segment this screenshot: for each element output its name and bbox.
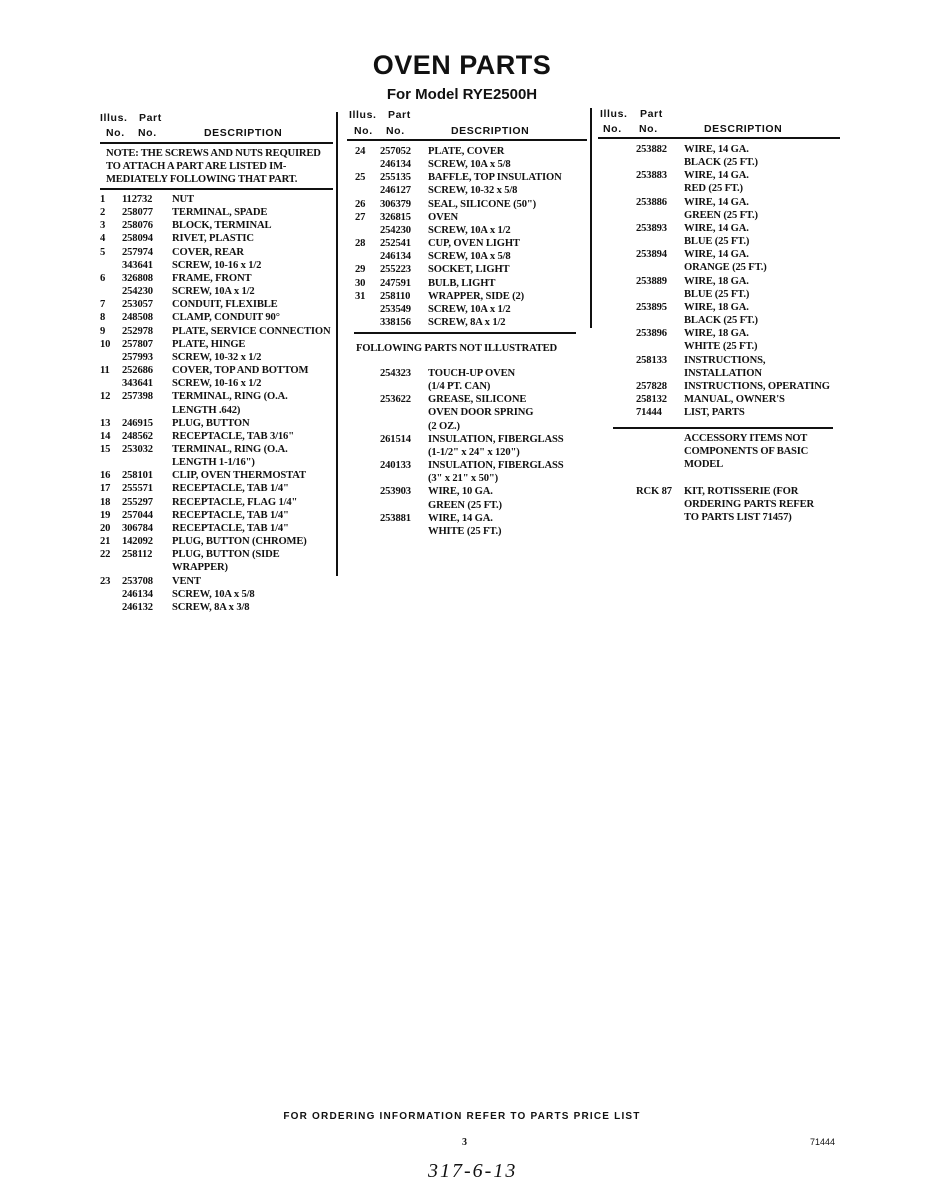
- header-description: DESCRIPTION: [451, 125, 530, 137]
- part-description: WIRE, 14 GA.: [684, 249, 749, 261]
- part-number: 258110: [380, 290, 411, 302]
- part-description: SCREW, 10-16 x 1/2: [172, 259, 262, 271]
- part-description: MANUAL, OWNER'S: [684, 393, 785, 405]
- header-illus: Illus.: [349, 109, 377, 121]
- handwritten-annotation: 317-6-13: [428, 1160, 518, 1182]
- part-number: 258112: [122, 549, 153, 561]
- parts-column-1: [100, 193, 336, 614]
- part-row: [100, 311, 336, 324]
- part-description: TERMINAL, RING (O.A.: [172, 391, 288, 403]
- part-description: GREEN (25 FT.): [684, 209, 758, 221]
- part-number: 257807: [122, 338, 153, 350]
- part-description: SCREW, 10A x 1/2: [428, 303, 511, 315]
- part-number: 253881: [380, 512, 411, 524]
- part-row: [355, 250, 590, 263]
- not-illustrated-parts: [355, 367, 590, 538]
- part-description: SCREW, 10A x 5/8: [428, 159, 511, 171]
- note-line: MEDIATELY FOLLOWING THAT PART.: [106, 174, 298, 185]
- part-row: [612, 485, 847, 524]
- part-number: 246134: [122, 588, 153, 600]
- part-description: LENGTH 1-1/16"): [172, 457, 255, 469]
- accessory-heading-line: ACCESSORY ITEMS NOT: [684, 433, 808, 444]
- part-description: INSTRUCTIONS, OPERATING: [684, 380, 830, 392]
- part-number: 247591: [380, 277, 411, 289]
- part-description: BLACK (25 FT.): [684, 315, 758, 327]
- part-description: PLUG, BUTTON: [172, 417, 250, 429]
- accessory-heading-line: MODEL: [684, 459, 724, 470]
- part-description: TERMINAL, RING (O.A.: [172, 443, 288, 455]
- part-row: [612, 354, 847, 380]
- divider: [100, 188, 333, 190]
- part-number: 240133: [380, 460, 411, 472]
- part-description: COVER, REAR: [172, 246, 244, 258]
- header-description: DESCRIPTION: [204, 127, 283, 139]
- part-description: WIRE, 18 GA.: [684, 275, 749, 287]
- part-number: 255297: [122, 496, 153, 508]
- part-row: [612, 169, 847, 195]
- part-description: WIRE, 10 GA.: [428, 486, 493, 498]
- part-description: PLATE, COVER: [428, 146, 505, 157]
- part-description: BLUE (25 FT.): [684, 288, 750, 300]
- part-description: OVEN: [428, 211, 459, 223]
- divider: [354, 332, 576, 334]
- part-description: WIRE, 14 GA.: [684, 144, 749, 155]
- part-description: PLATE, HINGE: [172, 338, 246, 350]
- part-row: [612, 406, 847, 419]
- part-number: 246134: [380, 159, 411, 171]
- part-number: 253549: [380, 303, 411, 315]
- part-row: [612, 196, 847, 222]
- part-description: (3" x 21" x 50"): [428, 473, 498, 485]
- part-description: WHITE (25 FT.): [428, 525, 502, 537]
- illus-number: 2: [100, 207, 106, 219]
- part-description: TOUCH-UP OVEN: [428, 368, 516, 379]
- illus-number: 28: [355, 238, 366, 250]
- divider: [347, 139, 587, 141]
- page-number: 3: [462, 1137, 467, 1148]
- part-description: RIVET, PLASTIC: [172, 233, 254, 245]
- part-description: CLIP, OVEN THERMOSTAT: [172, 470, 306, 482]
- part-description: PLUG, BUTTON (CHROME): [172, 536, 307, 548]
- part-description: RECEPTACLE, FLAG 1/4": [172, 496, 298, 508]
- note-line: NOTE: THE SCREWS AND NUTS REQUIRED: [106, 148, 321, 159]
- part-description: BULB, LIGHT: [428, 277, 496, 289]
- part-row: [100, 232, 336, 245]
- illus-number: 17: [100, 483, 111, 495]
- part-row: [612, 222, 847, 248]
- part-row: [612, 248, 847, 274]
- part-description: GREEN (25 FT.): [428, 499, 502, 511]
- part-number: 246127: [380, 185, 411, 197]
- part-number: 252541: [380, 238, 411, 250]
- part-number: 253032: [122, 443, 153, 455]
- part-description: WRAPPER, SIDE (2): [428, 290, 525, 302]
- part-row: [100, 482, 336, 495]
- divider: [613, 427, 833, 429]
- part-number: 258101: [122, 470, 153, 482]
- part-description: WIRE, 14 GA.: [684, 170, 749, 182]
- part-row: [612, 301, 847, 327]
- header-part: Part: [388, 109, 411, 121]
- part-description: INSTALLATION: [684, 367, 762, 379]
- part-number: 248508: [122, 312, 153, 324]
- page-title: OVEN PARTS: [372, 50, 552, 80]
- part-row: [100, 219, 336, 232]
- part-row: [100, 522, 336, 535]
- part-row: [355, 224, 590, 237]
- part-description: INSULATION, FIBERGLASS: [428, 460, 564, 472]
- part-row: [100, 377, 336, 390]
- part-row: [355, 512, 590, 538]
- part-description: (1-1/2" x 24" x 120"): [428, 446, 520, 458]
- part-description: WIRE, 18 GA.: [684, 301, 749, 313]
- part-number: 258077: [122, 207, 153, 219]
- part-number: 253889: [636, 275, 667, 287]
- part-row: [100, 417, 336, 430]
- column-divider: [336, 112, 338, 576]
- part-description: BLUE (25 FT.): [684, 236, 750, 248]
- part-row: [355, 485, 590, 511]
- part-number: 338156: [380, 317, 411, 329]
- illus-number: 29: [355, 264, 366, 276]
- part-row: [100, 272, 336, 285]
- part-row: [100, 390, 336, 416]
- part-description: CONDUIT, FLEXIBLE: [172, 299, 278, 311]
- part-row: [100, 575, 336, 588]
- illus-number: 5: [100, 246, 106, 258]
- part-description: SOCKET, LIGHT: [428, 264, 510, 276]
- part-description: GREASE, SILICONE: [428, 394, 527, 406]
- part-number: 257398: [122, 391, 153, 403]
- part-row: [355, 145, 590, 158]
- header-description: DESCRIPTION: [704, 123, 783, 135]
- illus-number: 8: [100, 312, 106, 324]
- illus-number: 20: [100, 522, 111, 534]
- part-row: [100, 259, 336, 272]
- part-description: SCREW, 8A x 1/2: [428, 317, 506, 329]
- part-description: TO PARTS LIST 71457): [684, 512, 792, 524]
- part-row: [355, 290, 590, 303]
- part-row: [100, 325, 336, 338]
- part-number: 254323: [380, 368, 411, 379]
- part-number: 253886: [636, 196, 667, 208]
- part-number: 257044: [122, 509, 153, 521]
- part-row: [355, 316, 590, 329]
- part-description: BAFFLE, TOP INSULATION: [428, 172, 562, 184]
- illus-number: 1: [100, 194, 106, 205]
- part-row: [100, 496, 336, 509]
- part-description: VENT: [172, 575, 201, 587]
- part-row: [100, 601, 336, 614]
- part-number: 257993: [122, 351, 153, 363]
- part-number: 253903: [380, 486, 411, 498]
- part-number: 253883: [636, 170, 667, 182]
- part-number: 71444: [636, 407, 662, 419]
- part-row: [100, 430, 336, 443]
- part-description: ORANGE (25 FT.): [684, 262, 767, 274]
- part-description: SCREW, 10-32 x 5/8: [428, 185, 518, 197]
- illus-number: 25: [355, 172, 366, 184]
- part-number: 326808: [122, 272, 153, 284]
- part-description: NUT: [172, 194, 194, 205]
- divider: [100, 142, 333, 144]
- illus-number: 10: [100, 338, 111, 350]
- part-description: RECEPTACLE, TAB 3/16": [172, 430, 294, 442]
- part-number: 112732: [122, 194, 153, 205]
- part-number: 255571: [122, 483, 153, 495]
- accessory-parts: [612, 485, 847, 524]
- illus-number: 16: [100, 470, 111, 482]
- part-row: [100, 509, 336, 522]
- part-description: SCREW, 10-32 x 1/2: [172, 351, 262, 363]
- illus-number: 14: [100, 430, 111, 442]
- part-row: [355, 158, 590, 171]
- illus-number: 30: [355, 277, 366, 289]
- part-description: (1/4 PT. CAN): [428, 381, 491, 393]
- part-row: [355, 198, 590, 211]
- part-row: [100, 338, 336, 351]
- header-no: No.: [603, 123, 622, 135]
- part-description: FRAME, FRONT: [172, 272, 252, 284]
- header-illus: Illus.: [600, 108, 628, 120]
- part-number: 253057: [122, 299, 153, 311]
- part-number: 253894: [636, 249, 667, 261]
- part-number: 257052: [380, 146, 411, 157]
- illus-number: 18: [100, 496, 111, 508]
- part-number: 248562: [122, 430, 153, 442]
- part-number: 142092: [122, 536, 153, 548]
- part-row: [355, 184, 590, 197]
- illus-number: 22: [100, 549, 111, 561]
- part-number: 326815: [380, 211, 411, 223]
- part-description: PLUG, BUTTON (SIDE: [172, 549, 280, 561]
- part-row: [100, 535, 336, 548]
- part-row: [100, 193, 336, 206]
- part-row: [355, 433, 590, 459]
- part-description: COVER, TOP AND BOTTOM: [172, 365, 309, 377]
- illus-number: 19: [100, 509, 111, 521]
- illus-number: 27: [355, 211, 366, 223]
- part-description: RECEPTACLE, TAB 1/4": [172, 483, 289, 495]
- part-row: [355, 303, 590, 316]
- part-description: ORDERING PARTS REFER: [684, 499, 815, 511]
- part-row: [355, 459, 590, 485]
- parts-column-3: [612, 143, 847, 419]
- part-number: 258076: [122, 220, 153, 232]
- illus-number: 15: [100, 443, 111, 455]
- part-row: [100, 588, 336, 601]
- part-number: 306784: [122, 522, 153, 534]
- part-description: KIT, ROTISSERIE (FOR: [684, 486, 799, 497]
- part-description: WIRE, 14 GA.: [428, 512, 493, 524]
- part-number: 306379: [380, 198, 411, 210]
- part-number: 254230: [122, 286, 153, 298]
- accessory-heading-line: COMPONENTS OF BASIC: [684, 446, 809, 457]
- part-number: 254230: [380, 224, 411, 236]
- part-description: WIRE, 18 GA.: [684, 328, 749, 340]
- part-description: TERMINAL, SPADE: [172, 207, 268, 219]
- part-description: SEAL, SILICONE (50"): [428, 198, 536, 210]
- document-number: 71444: [810, 1137, 836, 1147]
- part-row: [100, 285, 336, 298]
- part-row: [100, 443, 336, 469]
- part-description: CLAMP, CONDUIT 90°: [172, 312, 280, 324]
- part-number: 258132: [636, 393, 667, 405]
- header-no: No.: [354, 125, 373, 137]
- part-description: WRAPPER): [172, 562, 228, 574]
- part-row: [612, 143, 847, 169]
- column-divider: [590, 108, 592, 328]
- part-number: 246132: [122, 601, 153, 613]
- header-no: No.: [106, 127, 125, 139]
- illus-number: 21: [100, 536, 111, 548]
- part-description: RECEPTACLE, TAB 1/4": [172, 509, 289, 521]
- header-no2: No.: [639, 123, 658, 135]
- parts-column-2: [355, 145, 590, 329]
- part-number: 258094: [122, 233, 153, 245]
- part-row: [355, 367, 590, 393]
- part-row: [612, 380, 847, 393]
- part-description: SCREW, 10A x 5/8: [428, 251, 511, 263]
- part-number: 252978: [122, 325, 153, 337]
- part-number: 246915: [122, 417, 153, 429]
- part-description: PLATE, SERVICE CONNECTION: [172, 325, 331, 337]
- part-row: [355, 171, 590, 184]
- illus-number: 3: [100, 220, 106, 232]
- illus-number: 11: [100, 365, 110, 377]
- part-description: OVEN DOOR SPRING: [428, 407, 534, 419]
- part-number: 253895: [636, 301, 667, 313]
- part-number: 343641: [122, 259, 153, 271]
- part-description: LENGTH .642): [172, 404, 241, 416]
- part-description: WHITE (25 FT.): [684, 341, 758, 353]
- part-number: 343641: [122, 378, 153, 390]
- illus-number: 31: [355, 290, 366, 302]
- illus-number: 26: [355, 198, 366, 210]
- illus-number: 24: [355, 146, 366, 157]
- part-description: RED (25 FT.): [684, 183, 743, 195]
- part-description: SCREW, 8A x 3/8: [172, 601, 250, 613]
- part-description: RECEPTACLE, TAB 1/4": [172, 522, 289, 534]
- note-line: TO ATTACH A PART ARE LISTED IM-: [106, 161, 287, 172]
- illus-number: 6: [100, 272, 106, 284]
- part-row: [355, 277, 590, 290]
- part-row: [355, 263, 590, 276]
- part-number: 246134: [380, 251, 411, 263]
- part-number: 252686: [122, 365, 153, 377]
- illus-number: 4: [100, 233, 106, 245]
- part-row: [100, 364, 336, 377]
- part-number: 253622: [380, 394, 411, 406]
- part-number: 253896: [636, 328, 667, 340]
- part-number: 255135: [380, 172, 411, 184]
- part-number: 253708: [122, 575, 153, 587]
- part-row: [100, 246, 336, 259]
- divider: [598, 137, 840, 139]
- part-description: SCREW, 10A x 5/8: [172, 588, 255, 600]
- part-description: INSULATION, FIBERGLASS: [428, 433, 564, 445]
- illus-number: 23: [100, 575, 111, 587]
- part-description: INSTRUCTIONS,: [684, 354, 766, 366]
- part-description: BLOCK, TERMINAL: [172, 220, 272, 232]
- part-description: LIST, PARTS: [684, 407, 745, 419]
- part-description: SCREW, 10A x 1/2: [428, 224, 511, 236]
- model-subtitle: For Model RYE2500H: [386, 86, 538, 103]
- part-description: SCREW, 10A x 1/2: [172, 286, 255, 298]
- illus-number: 7: [100, 299, 106, 311]
- header-part: Part: [139, 112, 162, 124]
- header-part: Part: [640, 108, 663, 120]
- part-number: 261514: [380, 433, 411, 445]
- part-description: CUP, OVEN LIGHT: [428, 238, 520, 250]
- part-row: [100, 298, 336, 311]
- part-description: WIRE, 14 GA.: [684, 196, 749, 208]
- part-number: 258133: [636, 354, 667, 366]
- header-no2: No.: [138, 127, 157, 139]
- part-row: [355, 393, 590, 432]
- part-description: WIRE, 14 GA.: [684, 222, 749, 234]
- illus-number: 12: [100, 391, 111, 403]
- part-row: [612, 393, 847, 406]
- part-row: [355, 237, 590, 250]
- illus-number: 9: [100, 325, 106, 337]
- part-number: 253882: [636, 144, 667, 155]
- part-row: [612, 275, 847, 301]
- part-number: 253893: [636, 222, 667, 234]
- part-row: [612, 327, 847, 353]
- part-row: [100, 548, 336, 574]
- part-number: RCK 87: [636, 486, 672, 497]
- part-description: SCREW, 10-16 x 1/2: [172, 378, 262, 390]
- part-row: [100, 206, 336, 219]
- header-illus: Illus.: [100, 112, 128, 124]
- illus-number: 13: [100, 417, 111, 429]
- part-row: [100, 351, 336, 364]
- part-description: BLACK (25 FT.): [684, 157, 758, 169]
- part-number: 255223: [380, 264, 411, 276]
- ordering-info: FOR ORDERING INFORMATION REFER TO PARTS PRICE LIST: [283, 1111, 641, 1122]
- part-description: (2 OZ.): [428, 420, 460, 432]
- part-row: [100, 469, 336, 482]
- part-row: [355, 211, 590, 224]
- part-number: 257974: [122, 246, 153, 258]
- header-no2: No.: [386, 125, 405, 137]
- not-illustrated-heading: FOLLOWING PARTS NOT ILLUSTRATED: [356, 343, 557, 354]
- part-number: 257828: [636, 380, 667, 392]
